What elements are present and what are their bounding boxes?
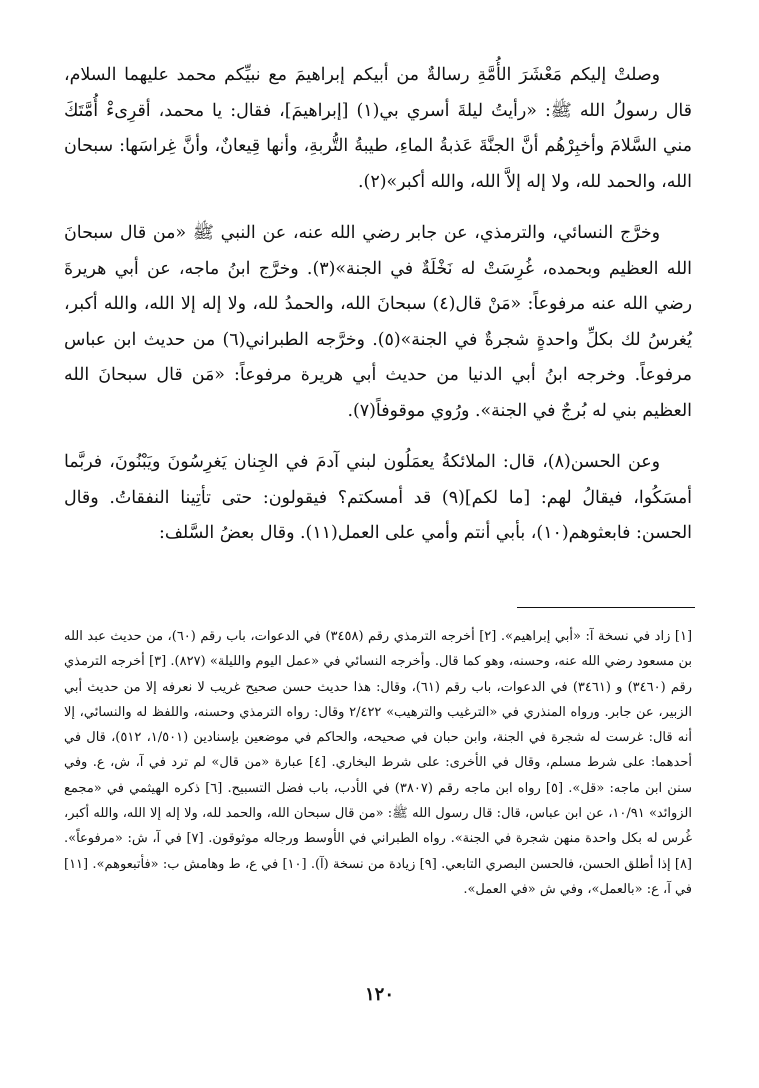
footnote-separator — [517, 607, 695, 608]
page-number: ١٢٠ — [364, 984, 394, 1005]
paragraph-3: وعن الحسن(٨)، قال: الملائكةُ يعمَلُون لبني آدمَ في الجِنان يَغرِسُونَ ويَبْنُونَ، فربَّما أمسَكُوا، فيقالُ لهم: [ما لكم](٩) قد أمسكتم؟ فيقولون: حتى تأتِينا النفقاتُ. وقال الحسن: فابعثوهم(١٠)، بأبي أنتم وأمي على العمل(١١). وقال بعضُ السَّلف: — [64, 452, 693, 543]
paragraph-1: وصلتْ إليكم مَعْشَرَ الأُمَّةِ رسالةٌ من أبيكم إبراهيمَ مع نبيِّكم محمد عليهما السلام، قال رسولُ الله ﷺ: «رأيتُ ليلةَ أسري بي(١) [إبراهيمَ]، فقال: يا محمد، أقرِىءْ أُمَّتَكَ مني السَّلامَ وأخبِرْهُم أنَّ الجنَّةَ عَذبةُ الماءِ، طيبةُ التُّربةِ، وأنها قِيعانٌ، وأنَّ غِراسَها: سبحان الله، والحمد لله، ولا إله إلاَّ الله، والله أكبر»(٢). — [64, 65, 692, 192]
main-text — [64, 52, 692, 552]
footnotes — [64, 624, 692, 902]
paragraph-2: وخرَّج النسائي، والترمذي، عن جابر رضي الله عنه، عن النبي ﷺ «من قال سبحانَ الله العظيم وبحمده، غُرِسَتْ له نَخْلَةٌ في الجنة»(٣). وخرَّج ابنُ ماجه، عن أبي هريرةَ رضي الله عنه مرفوعاً: «مَنْ قال(٤) سبحانَ الله، والحمدُ لله، ولا إله إلا الله، والله أكبر، يُغرسُ لك بكلِّ واحدةٍ شجرةٌ في الجنة»(٥). وخرَّجه الطبراني(٦) من حديث ابن عباس مرفوعاً. وخرجه ابنُ أبي الدنيا من حديث أبي هريرة مرفوعاً: «مَن قال سبحانَ الله العظيم بني له بُرجٌ في الجنة». ورُوي موقوفاً(٧). — [64, 223, 692, 421]
footnotes-text: [١] زاد في نسخة آ: «أبي إبراهيم». [٢] أخرجه الترمذي رقم (٣٤٥٨) في الدعوات، باب رقم (٦٠)، من حديث عبد الله بن مسعود رضي الله عنه، وحسنه، وهو كما قال. وأخرجه النسائي في «عمل اليوم والليلة» (٨٢٧). [٣] أخرجه الترمذي رقم (٣٤٦٠) و (٣٤٦١) في الدعوات، باب رقم (٦١)، وقال: هذا حديث حسن صحيح غريب لا نعرفه إلا من حديث أبي الزبير، عن جابر. ورواه المنذري في «الترغيب والترهيب» ٢/٤٢٢ وقال: رواه الترمذي وحسنه، واللفظ له والنسائي، إلا أنه قال: غرست له شجرة في الجنة، وابن حبان في صحيحه، والحاكم في موضعين بإسنادين (١/٥٠١، ٥١٢)، قال في أحدهما: على شرط مسلم، وقال في الأخرى: على شرط البخاري. [٤] عبارة «من قال» لم ترد في آ، ش، ع. وفي سنن ابن ماجه: «قل». [٥] رواه ابن ماجه رقم (٣٨٠٧) في الأدب، باب فضل التسبيح. [٦] ذكره الهيثمي في «مجمع الزوائد» ١٠/٩١، عن ابن عباس، قال: قال رسول الله ﷺ: «من قال سبحان الله، والحمد لله، ولا إله إلا الله، والله أكبر، غُرس له بكل واحدة منهن شجرة في الجنة». رواه الطبراني في الأوسط ورجاله موثوقون. [٧] في آ، ش: «مرفوعاً». [٨] إذا أطلق الحسن، فالحسن البصري التابعي. [٩] زيادة من نسخة (آ). [١٠] في ع، ط وهامش ب: «فأتبعوهم». [١١] في آ، ع: «بالعمل»، وفي ش «في العمل». — [64, 629, 693, 897]
